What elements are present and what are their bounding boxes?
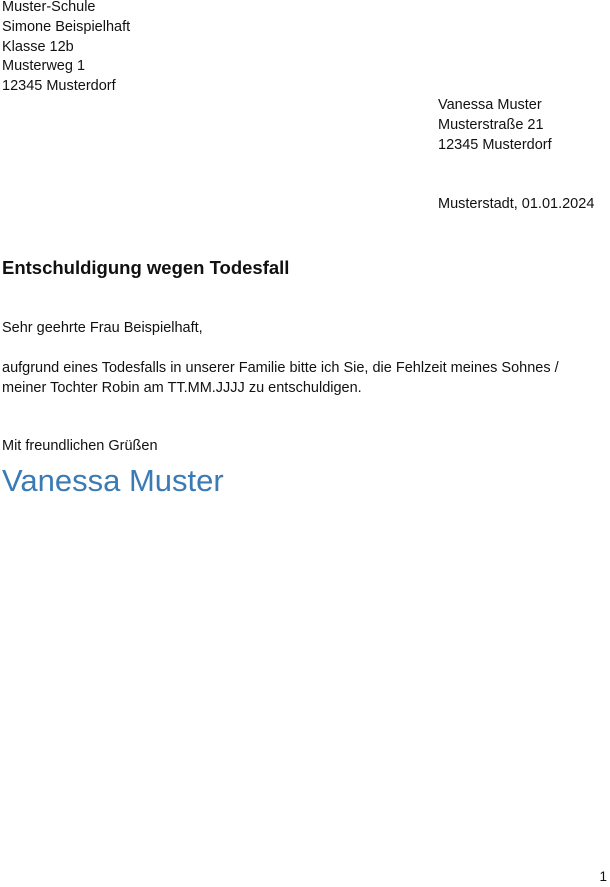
sender-class: Klasse 12b <box>2 38 74 55</box>
recipient-name: Vanessa Muster <box>438 97 542 113</box>
letter-body-line-2: meiner Tochter Robin am TT.MM.JJJJ zu entschuldigen. <box>2 380 362 396</box>
sender-street: Musterweg 1 <box>2 58 86 75</box>
signature: Vanessa Muster <box>2 463 224 498</box>
recipient-address-block <box>438 96 552 155</box>
recipient-city: 12345 Musterdorf <box>438 136 552 153</box>
recipient-street: Musterstraße 21 <box>438 116 544 133</box>
letter-body <box>2 358 592 398</box>
sender-school: Muster-Schule <box>2 0 96 15</box>
sender-address-block <box>2 0 130 97</box>
salutation: Sehr geehrte Frau Beispielhaft, <box>2 320 203 336</box>
page-number: 1 <box>599 869 607 884</box>
letter-subject: Entschuldigung wegen Todesfall <box>2 257 290 278</box>
letter-body-line-1: aufgrund eines Todesfalls in unserer Familie bitte ich Sie, die Fehlzeit meines Sohnes / <box>2 360 559 376</box>
place-and-date: Musterstadt, 01.01.2024 <box>438 196 595 212</box>
sender-city: 12345 Musterdorf <box>2 78 116 95</box>
sender-name: Simone Beispielhaft <box>2 18 131 35</box>
closing-phrase: Mit freundlichen Grüßen <box>2 438 158 454</box>
